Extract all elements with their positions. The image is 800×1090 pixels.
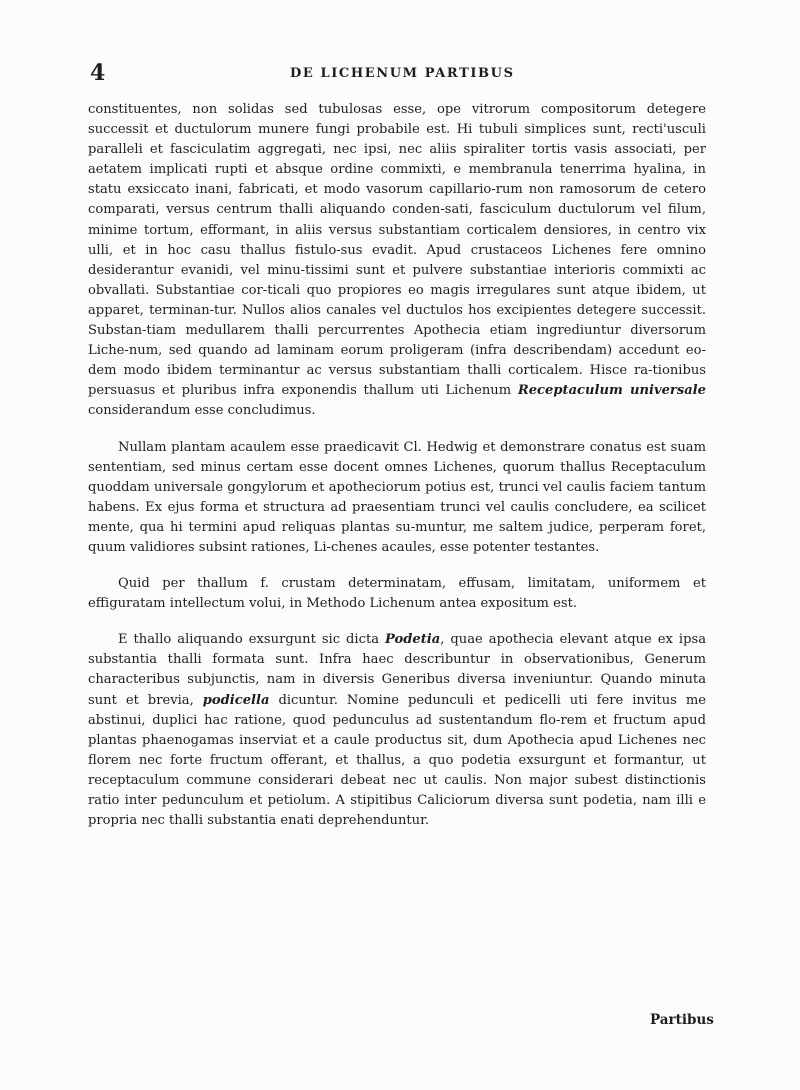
paragraph-text: dicuntur. Nomine pedunculi et pedicelli uti fere invitus me abstinui, duplici hac ratione, quod pedunculus ad sustentandum flo-rem et fructum apud plantas phaenogamas inserviat et a caule productus sit, dum Apothecia apud Lichenes nec florem nec forte fructum offerant, et thallus, a quo podetia exsurgunt et formantur, ut receptaculum commune considerari debeat nec ut caulis. Non major subest distinctionis ratio inter pedunculum et petiolum. A stipitibus Caliciorum diversa sunt podetia, nam illi e propria nec thalli substantia enati deprehenduntur. [88,692,706,829]
running-head: DE LICHENUM PARTIBUS [290,66,515,81]
paragraph-text: Nullam plantam acaulem esse praedicavit Cl. Hedwig et demonstrare conatus est suam sententiam, sed minus certam esse docent omnes Lichenes, quorum thallus Receptaculum quoddam universale gongylorum et apotheciorum potius est, trunci vel caulis faciem tantum habens. Ex ejus forma et structura ad praesentiam trunci vel caulis concludere, ea scilicet mente, qua hi termini apud reliquas plantas su-muntur, me saltem judice, perperam foret, quum validiores subsint rationes, Li-chenes acaules, esse potenter testantes. [88,439,706,555]
catchword: Partibus [650,1012,714,1028]
paragraph-text: constituentes, non solidas sed tubulosas esse, ope vitrorum compositorum detegere successit et ductulorum munere fungi probabile est. Hi tubuli simplices sunt, recti'usculi paralleli et fasciculatim aggregati, nec ipsi, nec aliis spiraliter tortis vasis associati, per aetatem implicati rupti et absque ordine commixti, e membranula tenerrima hyalina, in statu exsiccato inani, fabricati, et modo vasorum capillario-rum non ramosorum de cetero comparati, versus centrum thalli aliquando conden-sati, fasciculum ductulorum vel filum, minime tortum, efformant, in aliis versus substantiam corticalem densiores, in centro vix ulli, et in hoc casu thallus fistulo-sus evadit. Apud crustaceos Lichenes fere omnino desiderantur evanidi, vel minu-tissimi sunt et pulvere substantiae interioris commixti ac obvallati. Substantiae cor-ticali quo propiores eo magis irregulares sunt atque ibidem, ut apparet, terminan-tur. Nullos alios canales vel ductulos hos excipientes detegere successit. Substan-tiam medullarem thalli percurrentes Apothecia etiam ingrediuntur diversorum Liche-num, sed quando ad laminam eorum proligeram (infra describendam) accedunt eo-dem modo ibidem terminantur ac versus substantiam thalli corticalem. Hisce ra-tionibus persuasus et pluribus infra exponendis thallum uti Lichenum [88,102,706,399]
body-text [88,100,706,831]
page-number: 4 [90,60,106,86]
italic-term: Podetia [385,632,441,648]
paragraph-3 [88,574,706,614]
italic-term: Receptaculum universale [517,383,706,399]
paragraph-2 [88,438,706,559]
paragraph-text: considerandum esse concludimus. [88,403,316,419]
paragraph-1 [88,100,706,422]
paragraph-text: , quae apothecia elevant atque ex ipsa substantia thalli formata sunt. Infra haec describuntur in observationibus, Generum characteribus subjunctis, nam in diversis Generibus diversa inveniuntur. Quando minuta sunt et brevia, [88,632,706,708]
italic-term: podicella [202,692,270,708]
paragraph-4 [88,630,706,831]
paragraph-text: Quid per thallum f. crustam determinatam, effusam, limitatam, uniformem et effiguratam intellectum volui, in Methodo Lichenum antea expositum est. [88,576,706,612]
paragraph-text: E thallo aliquando exsurgunt sic dicta [118,632,386,648]
